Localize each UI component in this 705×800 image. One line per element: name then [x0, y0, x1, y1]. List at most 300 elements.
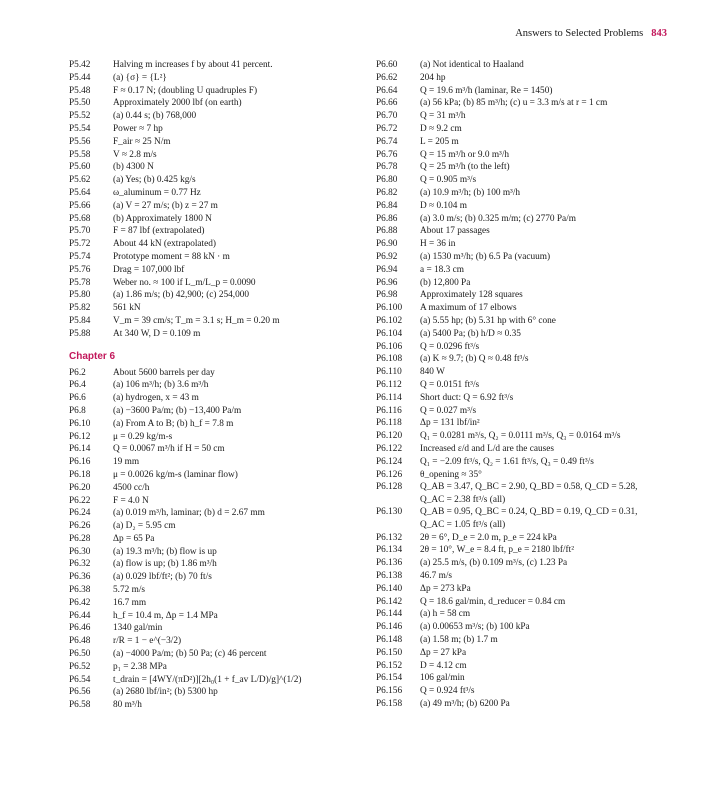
- problem-number: P5.48: [69, 85, 91, 96]
- problem-number: P6.14: [69, 444, 91, 455]
- answer-line: (a) 1.58 m; (b) 1.7 m: [420, 635, 498, 646]
- answer-row: [376, 225, 676, 238]
- answer-text: [420, 97, 676, 110]
- answer-text: [113, 456, 349, 469]
- problem-number: P6.28: [69, 533, 91, 544]
- answer-row: [69, 251, 349, 264]
- problem-number: P6.150: [376, 647, 403, 658]
- answer-text: [420, 430, 676, 443]
- answer-text: [113, 686, 349, 699]
- answer-row: [376, 469, 676, 482]
- answer-text: [420, 596, 676, 609]
- answer-text: [420, 672, 676, 685]
- answer-text: [420, 456, 676, 469]
- answer-line-continued: Q_AC = 2.38 ft³/s (all): [420, 494, 506, 505]
- problem-number: P5.44: [69, 72, 91, 83]
- answer-text: [113, 392, 349, 405]
- problem-number: P6.132: [376, 532, 403, 543]
- answer-row: [69, 418, 349, 431]
- problem-number: P5.54: [69, 123, 91, 134]
- answer-text: [420, 481, 676, 506]
- answer-text: [420, 59, 676, 72]
- problem-number: P6.140: [376, 583, 403, 594]
- answer-line: Q = 25 m³/h (to the left): [420, 162, 510, 173]
- answer-line: 16.7 mm: [113, 597, 147, 608]
- answer-row: [376, 443, 676, 456]
- answer-line: Power ≈ 7 hp: [113, 123, 163, 134]
- problem-number: P6.74: [376, 136, 398, 147]
- answer-line: At 340 W, D = 0.109 m: [113, 328, 201, 339]
- answer-text: [113, 174, 349, 187]
- problem-number: P6.80: [376, 175, 398, 186]
- answer-line: D ≈ 0.104 m: [420, 200, 467, 211]
- problem-number: P5.62: [69, 175, 91, 186]
- answer-row: [376, 685, 676, 698]
- answer-row: [69, 161, 349, 174]
- answer-text: [420, 366, 676, 379]
- answer-row: [376, 621, 676, 634]
- answer-row: [69, 674, 349, 687]
- answer-text: [113, 648, 349, 661]
- answer-line: (a) 3.0 m/s; (b) 0.325 m/m; (c) 2770 Pa/m: [420, 213, 576, 224]
- problem-number: P6.18: [69, 469, 91, 480]
- answer-text: [420, 583, 676, 596]
- answer-row: [69, 200, 349, 213]
- problem-number: P6.134: [376, 545, 403, 556]
- answer-row: [376, 264, 676, 277]
- answer-line: 46.7 m/s: [420, 571, 453, 582]
- answer-text: [113, 161, 349, 174]
- problem-number: P5.68: [69, 213, 91, 224]
- problem-number: P6.10: [69, 418, 91, 429]
- answer-text: [420, 557, 676, 570]
- answer-line: 19 mm: [113, 457, 140, 468]
- answer-text: [113, 379, 349, 392]
- answer-text: [113, 520, 349, 533]
- answer-line: (a) K ≈ 9.7; (b) Q ≈ 0.48 ft³/s: [420, 354, 529, 365]
- answer-text: [113, 85, 349, 98]
- problem-number: P6.148: [376, 635, 403, 646]
- answer-line: (a) −4000 Pa/m; (b) 50 Pa; (c) 46 percent: [113, 649, 267, 660]
- problem-number: P5.50: [69, 98, 91, 109]
- answer-text: [113, 225, 349, 238]
- answer-text: [420, 110, 676, 123]
- answer-row: [376, 251, 676, 264]
- answer-line: ω_aluminum = 0.77 Hz: [113, 187, 201, 198]
- answer-line: F_air ≈ 25 N/m: [113, 136, 171, 147]
- answer-text: [113, 597, 349, 610]
- answer-row: [376, 302, 676, 315]
- answer-text: [420, 660, 676, 673]
- answer-line: (a) 25.5 m/s, (b) 0.109 m³/s, (c) 1.23 Pa: [420, 558, 568, 569]
- problem-number: P6.26: [69, 521, 91, 532]
- answer-line: Q = 0.924 ft³/s: [420, 686, 475, 697]
- problem-number: P6.24: [69, 508, 91, 519]
- answer-row: [69, 149, 349, 162]
- problem-number: P6.142: [376, 596, 403, 607]
- problem-number: P5.84: [69, 315, 91, 326]
- answer-text: [113, 302, 349, 315]
- answer-text: [113, 238, 349, 251]
- answer-line: (a) Yes; (b) 0.425 kg/s: [113, 175, 196, 186]
- answer-line: 1340 gal/min: [113, 623, 163, 634]
- problem-number: P6.52: [69, 661, 91, 672]
- answer-row: [69, 597, 349, 610]
- answer-line: Δp = 273 kPa: [420, 583, 471, 594]
- problem-number: P5.70: [69, 226, 91, 237]
- problem-number: P6.130: [376, 507, 403, 518]
- answer-text: [113, 507, 349, 520]
- answer-line: p₁ = 2.38 MPa: [113, 661, 167, 672]
- problem-number: P5.58: [69, 149, 91, 160]
- answer-line: (a) 10.9 m³/h; (b) 100 m³/h: [420, 187, 521, 198]
- left-column: [69, 59, 349, 712]
- answer-row: [69, 686, 349, 699]
- answer-row: [69, 392, 349, 405]
- answer-row: [69, 238, 349, 251]
- problem-number: P6.118: [376, 418, 402, 429]
- problem-number: P6.50: [69, 649, 91, 660]
- problem-number: P5.64: [69, 187, 91, 198]
- answer-row: [376, 110, 676, 123]
- problem-number: P6.128: [376, 482, 403, 493]
- answer-line: 106 gal/min: [420, 673, 465, 684]
- problem-number: P6.88: [376, 226, 398, 237]
- answer-row: [69, 507, 349, 520]
- answer-line: H = 36 in: [420, 239, 456, 250]
- answer-row: [376, 161, 676, 174]
- answer-row: [69, 610, 349, 623]
- answer-row: [69, 546, 349, 559]
- answer-line: F = 87 lbf (extrapolated): [113, 226, 205, 237]
- problem-number: P6.110: [376, 367, 402, 378]
- answer-row: [69, 328, 349, 341]
- answer-text: [113, 482, 349, 495]
- answer-row: [69, 571, 349, 584]
- answer-text: [420, 85, 676, 98]
- answer-text: [420, 469, 676, 482]
- answer-row: [69, 622, 349, 635]
- answer-row: [69, 405, 349, 418]
- answer-row: [69, 456, 349, 469]
- answer-text: [113, 367, 349, 380]
- problem-number: P6.116: [376, 405, 402, 416]
- answer-line: Q = 18.6 gal/min, d_reducer = 0.84 cm: [420, 596, 566, 607]
- right-column: [376, 59, 676, 711]
- chapter-6-answers-part-1: [69, 367, 349, 713]
- answer-line: 4500 cc/h: [113, 482, 150, 493]
- answer-text: [113, 136, 349, 149]
- answer-row: [69, 661, 349, 674]
- answer-line: V_m = 39 cm/s; T_m = 3.1 s; H_m = 0.20 m: [113, 315, 280, 326]
- problem-number: P6.22: [69, 495, 91, 506]
- answer-text: [113, 469, 349, 482]
- answer-row: [69, 85, 349, 98]
- answer-text: [113, 635, 349, 648]
- answer-text: [420, 634, 676, 647]
- answer-text: [420, 238, 676, 251]
- problem-number: P5.66: [69, 200, 91, 211]
- answer-line: (a) 0.44 s; (b) 768,000: [113, 111, 197, 122]
- answer-text: [113, 328, 349, 341]
- answer-text: [113, 251, 349, 264]
- answer-row: [69, 97, 349, 110]
- answer-text: [420, 161, 676, 174]
- problem-number: P6.76: [376, 149, 398, 160]
- answer-row: [376, 187, 676, 200]
- answer-row: [376, 634, 676, 647]
- problem-number: P6.56: [69, 687, 91, 698]
- answer-line: (b) 4300 N: [113, 162, 154, 173]
- answer-row: [376, 570, 676, 583]
- problem-number: P5.42: [69, 60, 91, 70]
- problem-number: P5.82: [69, 303, 91, 314]
- answer-text: [113, 558, 349, 571]
- answer-line: V ≈ 2.8 m/s: [113, 149, 157, 160]
- problem-number: P6.12: [69, 431, 91, 442]
- problem-number: P6.6: [69, 393, 86, 404]
- answer-row: [69, 699, 349, 712]
- answer-text: [420, 532, 676, 545]
- running-title: Answers to Selected Problems: [515, 28, 644, 39]
- problem-number: P6.72: [376, 123, 398, 134]
- answer-line: (a) 0.019 m³/h, laminar; (b) d = 2.67 mm: [113, 508, 265, 519]
- answer-row: [69, 648, 349, 661]
- answer-line: (a) 19.3 m³/h; (b) flow is up: [113, 546, 217, 557]
- answer-line: Q₁ = 0.0281 m³/s, Q₂ = 0.0111 m³/s, Q₃ = 0.0164 m³/s: [420, 431, 621, 442]
- answer-line: Q = 0.0151 ft³/s: [420, 379, 480, 390]
- answer-line: (a) 0.029 lbf/ft²; (b) 70 ft/s: [113, 572, 212, 583]
- problem-number: P6.82: [376, 187, 398, 198]
- answer-row: [376, 608, 676, 621]
- answer-row: [376, 430, 676, 443]
- answer-row: [69, 469, 349, 482]
- answer-text: [113, 264, 349, 277]
- answer-text: [420, 353, 676, 366]
- answer-row: [376, 85, 676, 98]
- answer-line: 80 m³/h: [113, 700, 142, 711]
- answer-text: [420, 443, 676, 456]
- answer-line: About 5600 barrels per day: [113, 367, 215, 378]
- problem-number: P5.56: [69, 136, 91, 147]
- answer-row: [376, 238, 676, 251]
- answer-line: 2θ = 6°, D_e = 2.0 m, p_e = 224 kPa: [420, 532, 557, 543]
- answer-text: [113, 405, 349, 418]
- problem-number: P6.54: [69, 674, 91, 685]
- answer-line: (a) From A to B; (b) h_f = 7.8 m: [113, 418, 234, 429]
- problem-number: P6.16: [69, 457, 91, 468]
- answer-row: [376, 596, 676, 609]
- answer-text: [420, 506, 676, 531]
- chapter-5-answers: [69, 59, 349, 341]
- problem-number: P6.4: [69, 380, 86, 391]
- answer-line: (b) 12,800 Pa: [420, 277, 471, 288]
- answer-text: [420, 264, 676, 277]
- answer-text: [420, 315, 676, 328]
- problem-number: P6.120: [376, 431, 403, 442]
- answer-row: [376, 392, 676, 405]
- answer-text: [113, 110, 349, 123]
- answer-row: [376, 289, 676, 302]
- answer-row: [376, 200, 676, 213]
- answer-line: Prototype moment = 88 kN · m: [113, 251, 230, 262]
- answer-text: [420, 341, 676, 354]
- answer-line: (a) 0.00653 m³/s; (b) 100 kPa: [420, 622, 530, 633]
- answer-row: [69, 289, 349, 302]
- answer-text: [420, 225, 676, 238]
- problem-number: P6.146: [376, 622, 403, 633]
- answer-row: [376, 59, 676, 72]
- answer-line: Δp = 131 lbf/in²: [420, 418, 480, 429]
- answer-row: [69, 520, 349, 533]
- answer-text: [420, 417, 676, 430]
- problem-number: P6.106: [376, 341, 403, 352]
- answer-line: θ_opening ≈ 35°: [420, 469, 482, 480]
- problem-number: P6.156: [376, 686, 403, 697]
- answer-text: [113, 674, 349, 687]
- answer-row: [376, 506, 676, 531]
- answer-line: About 17 passages: [420, 226, 490, 237]
- problem-number: P6.58: [69, 700, 91, 711]
- page-number: 843: [651, 28, 667, 39]
- answer-text: [420, 123, 676, 136]
- answer-text: [113, 661, 349, 674]
- answer-row: [69, 110, 349, 123]
- answer-line: (a) D₂ = 5.95 cm: [113, 521, 176, 532]
- answer-text: [113, 315, 349, 328]
- answer-text: [420, 149, 676, 162]
- answer-line: Approximately 128 squares: [420, 290, 523, 301]
- answer-text: [113, 187, 349, 200]
- answer-line: (b) Approximately 1800 N: [113, 213, 212, 224]
- answer-line: F = 4.0 N: [113, 495, 149, 506]
- answer-text: [113, 443, 349, 456]
- answer-text: [113, 584, 349, 597]
- answer-row: [376, 366, 676, 379]
- problem-number: P6.102: [376, 315, 403, 326]
- answer-row: [376, 405, 676, 418]
- answer-text: [113, 123, 349, 136]
- answer-text: [113, 97, 349, 110]
- answer-line: A maximum of 17 elbows: [420, 303, 517, 314]
- problem-number: P6.20: [69, 482, 91, 493]
- answer-line: Q₁ = −2.09 ft³/s, Q₂ = 1.61 ft³/s, Q₃ = 0.49 ft³/s: [420, 456, 594, 467]
- answer-line: About 44 kN (extrapolated): [113, 239, 217, 250]
- answer-line: (a) 5.55 hp; (b) 5.31 hp with 6° cone: [420, 315, 556, 326]
- answer-text: [420, 187, 676, 200]
- answer-line: (a) V = 27 m/s; (b) z = 27 m: [113, 200, 218, 211]
- problem-number: P6.94: [376, 264, 398, 275]
- problem-number: P6.152: [376, 660, 403, 671]
- problem-number: P6.126: [376, 469, 403, 480]
- problem-number: P6.78: [376, 162, 398, 173]
- answer-line: r/R = 1 − e^(−3/2): [113, 636, 182, 647]
- problem-number: P6.98: [376, 290, 398, 301]
- answer-row: [69, 302, 349, 315]
- answer-text: [113, 418, 349, 431]
- answer-line: μ = 0.0026 kg/m-s (laminar flow): [113, 469, 238, 480]
- answer-row: [376, 660, 676, 673]
- problem-number: P6.64: [376, 85, 398, 96]
- answer-text: [420, 685, 676, 698]
- problem-number: P6.144: [376, 609, 403, 620]
- problem-number: P5.78: [69, 277, 91, 288]
- problem-number: P6.36: [69, 572, 91, 583]
- answer-row: [69, 277, 349, 290]
- answer-row: [69, 584, 349, 597]
- answer-line: Q_AB = 0.95, Q_BC = 0.24, Q_BD = 0.19, Q_CD = 0.31,: [420, 507, 638, 518]
- answer-row: [69, 213, 349, 226]
- answer-row: [376, 417, 676, 430]
- answer-line: (a) 49 m³/h; (b) 6200 Pa: [420, 699, 510, 710]
- answer-line: 204 hp: [420, 72, 446, 83]
- answer-text: [113, 59, 349, 72]
- problem-number: P6.108: [376, 354, 403, 365]
- answer-text: [420, 570, 676, 583]
- answer-line: Drag = 107,000 lbf: [113, 264, 185, 275]
- answer-row: [376, 72, 676, 85]
- answer-line: Weber no. ≈ 100 if L_m/L_p = 0.0090: [113, 277, 256, 288]
- answer-row: [376, 557, 676, 570]
- answer-text: [420, 302, 676, 315]
- problem-number: P6.8: [69, 405, 86, 416]
- answer-row: [376, 136, 676, 149]
- problem-number: P5.80: [69, 290, 91, 301]
- answer-text: [420, 392, 676, 405]
- problem-number: P6.30: [69, 546, 91, 557]
- answer-line: (a) 5400 Pa; (b) h/D ≈ 0.35: [420, 328, 521, 339]
- problem-number: P6.136: [376, 558, 403, 569]
- problem-number: P6.62: [376, 72, 398, 83]
- answer-text: [113, 622, 349, 635]
- answer-line: Q = 0.0296 ft³/s: [420, 341, 480, 352]
- problem-number: P6.138: [376, 571, 403, 582]
- answer-line: Increased ε/d and L/d are the causes: [420, 443, 554, 454]
- answer-text: [420, 405, 676, 418]
- answer-row: [376, 379, 676, 392]
- answer-row: [69, 379, 349, 392]
- answer-line: (a) flow is up; (b) 1.86 m³/h: [113, 559, 217, 570]
- answer-row: [69, 367, 349, 380]
- answer-line: (a) {σ} = {L²}: [113, 72, 167, 83]
- answer-row: [69, 315, 349, 328]
- problem-number: P6.44: [69, 610, 91, 621]
- problem-number: P6.100: [376, 303, 403, 314]
- chapter-heading: Chapter 6: [69, 350, 116, 362]
- answer-row: [69, 482, 349, 495]
- answer-text: [113, 289, 349, 302]
- answer-row: [376, 174, 676, 187]
- answer-row: [69, 264, 349, 277]
- answer-text: [420, 277, 676, 290]
- answer-row: [69, 123, 349, 136]
- answer-line-continued: Q_AC = 1.05 ft³/s (all): [420, 520, 506, 531]
- answer-text: [420, 621, 676, 634]
- answer-line: (a) −3600 Pa/m; (b) −13,400 Pa/m: [113, 405, 242, 416]
- answer-text: [113, 213, 349, 226]
- answer-row: [69, 174, 349, 187]
- answer-line: Q = 15 m³/h or 9.0 m³/h: [420, 149, 510, 160]
- problem-number: P6.158: [376, 699, 403, 710]
- answer-line: (a) 56 kPa; (b) 85 m³/h; (c) u = 3.3 m/s at r = 1 cm: [420, 98, 608, 109]
- problem-number: P6.124: [376, 456, 403, 467]
- problem-number: P6.42: [69, 597, 91, 608]
- problem-number: P6.38: [69, 585, 91, 596]
- answer-row: [376, 532, 676, 545]
- answer-line: Q = 0.027 m³/s: [420, 405, 477, 416]
- problem-number: P6.86: [376, 213, 398, 224]
- answer-text: [420, 136, 676, 149]
